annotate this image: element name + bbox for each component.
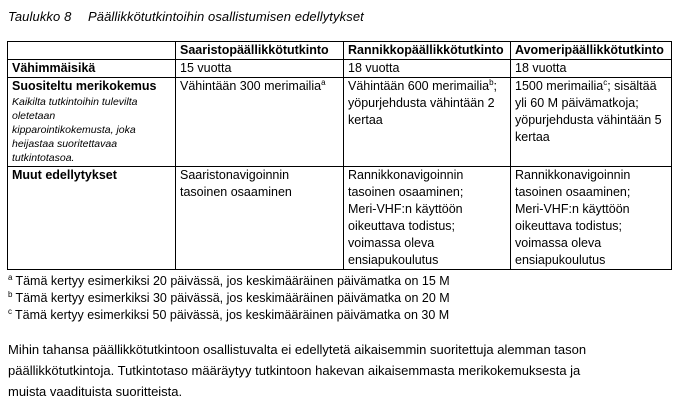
- footnote-c: [8, 307, 450, 324]
- cell-experience-rannikko: [344, 78, 511, 167]
- note-line: kipparointikokemusta, joka: [12, 124, 136, 136]
- cell-other-rannikko: [344, 167, 511, 270]
- experience-note: [12, 95, 171, 166]
- cell-line: yöpurjehdusta vähintään 5: [515, 113, 662, 127]
- table-caption: [8, 9, 364, 24]
- cell-text: Vähintään 600 merimailia: [348, 79, 490, 93]
- table-caption-number: Taulukko 8: [8, 9, 72, 24]
- cell-line: [515, 78, 667, 95]
- table-header-row: [8, 42, 672, 60]
- cell-min-age-saaristo: 15 vuotta: [176, 60, 344, 78]
- footnote-text: Tämä kertyy esimerkiksi 20 päivässä, jos keskimääräinen päivämatka on 15 M: [15, 274, 450, 288]
- cell-line: Meri-VHF:n käyttöön: [348, 202, 463, 216]
- note-line: heijastaa suoritettavaa: [12, 138, 118, 150]
- body-paragraph: [8, 339, 676, 402]
- cell-line: [348, 78, 506, 95]
- cell-min-age-avomeri: 18 vuotta: [511, 60, 672, 78]
- cell-text: ;: [493, 79, 497, 93]
- table-caption-title: Päällikkötutkintoihin osallistumisen edellytykset: [88, 9, 364, 24]
- cell-line: tasoinen osaaminen;: [348, 185, 464, 199]
- cell-line: voimassa oleva: [348, 236, 435, 250]
- footnote-a: [8, 273, 450, 290]
- cell-line: Saaristonavigoinnin: [180, 168, 290, 182]
- row-label-experience: Suositeltu merikokemus: [12, 79, 157, 93]
- paragraph-line: muista vaadituista suoritteista.: [8, 384, 183, 399]
- header-cell-avomeri: Avomeripäällikkötutkinto: [511, 42, 672, 60]
- footnotes: [8, 273, 450, 324]
- footnote-b: [8, 290, 450, 307]
- header-cell-saaristo: Saaristopäällikkötutkinto: [176, 42, 344, 60]
- footnote-text: Tämä kertyy esimerkiksi 30 päivässä, jos keskimääräinen päivämatka on 20 M: [15, 291, 450, 305]
- cell-line: Meri-VHF:n käyttöön: [515, 202, 630, 216]
- footnote-mark: a: [8, 272, 13, 282]
- cell-line: tasoinen osaaminen: [180, 185, 292, 199]
- row-label-min-age: Vähimmäisikä: [12, 61, 96, 75]
- cell-line: ensiapukoulutus: [515, 253, 606, 267]
- cell-experience-avomeri: [511, 78, 672, 167]
- cell-text: ; sisältää: [607, 79, 657, 93]
- row-label-cell-experience: [8, 78, 176, 167]
- paragraph-line: päällikkötutkintoja. Tutkintotaso määräytyy tutkintoon hakevan aikaisemmasta merikokemuksesta ja: [8, 363, 581, 378]
- requirements-table: [7, 41, 672, 270]
- cell-line: tasoinen osaaminen;: [515, 185, 631, 199]
- cell-line: oikeuttava todistus;: [348, 219, 456, 233]
- cell-other-saaristo: [176, 167, 344, 270]
- note-line: oletetaan: [12, 110, 56, 122]
- footnote-ref-c: c: [603, 77, 608, 87]
- footnote-ref-b: b: [489, 77, 494, 87]
- footnote-mark: c: [8, 306, 12, 316]
- note-line: tutkintotasoa.: [12, 152, 75, 164]
- cell-line: Rannikkonavigoinnin: [515, 168, 631, 182]
- cell-min-age-rannikko: 18 vuotta: [344, 60, 511, 78]
- cell-line: voimassa oleva: [515, 236, 602, 250]
- row-label-other: Muut edellytykset: [12, 168, 117, 182]
- table-row-other: [8, 167, 672, 270]
- cell-line: kertaa: [515, 130, 550, 144]
- note-line: Kaikilta tutkintoihin tulevilta: [12, 96, 138, 108]
- paragraph-line: Mihin tahansa päällikkötutkintoon osallistuvalta ei edellytetä aikaisemmin suoritettuja alemman tason: [8, 342, 587, 357]
- cell-text: Vähintään 300 merimailia: [180, 79, 322, 93]
- footnote-mark: b: [8, 289, 13, 299]
- cell-other-avomeri: [511, 167, 672, 270]
- cell-line: oikeuttava todistus;: [515, 219, 623, 233]
- cell-line: yöpurjehdusta vähintään 2: [348, 96, 495, 110]
- cell-text: 1500 merimailia: [515, 79, 604, 93]
- cell-experience-saaristo: [176, 78, 344, 167]
- table-row-experience: [8, 78, 672, 167]
- cell-line: Rannikkonavigoinnin: [348, 168, 464, 182]
- header-cell-rannikko: Rannikkopäällikkötutkinto: [344, 42, 511, 60]
- footnote-text: Tämä kertyy esimerkiksi 50 päivässä, jos keskimääräinen päivämatka on 30 M: [15, 308, 450, 322]
- header-cell-empty: [8, 42, 176, 60]
- cell-line: yli 60 M päivämatkoja;: [515, 96, 639, 110]
- cell-line: kertaa: [348, 113, 383, 127]
- footnote-ref-a: a: [321, 77, 326, 87]
- cell-line: ensiapukoulutus: [348, 253, 439, 267]
- table-row-min-age: [8, 60, 672, 78]
